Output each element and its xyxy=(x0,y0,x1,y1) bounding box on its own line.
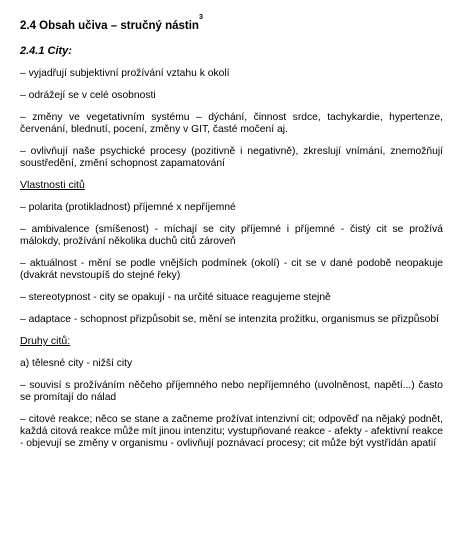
type-item: – citové reakce; něco se stane a začneme prožívat intenzivní cit; odpověď na nějaký podnět, každá citová reakce může mít jinou intenzitu; vystupňované reakce - afekty - afektivní reakce - objevují se změny v organismu - ovlivňují poznávací procesy; cit může být vystřídán apatií xyxy=(20,414,443,449)
property-item: – aktuálnost - mění se podle vnějších podmínek (okolí) - cit se v dané podobě neopakuje (dvakrát nevstoupíš do stejné řeky) xyxy=(20,258,443,281)
properties-title: Vlastnosti citů xyxy=(20,179,85,191)
section-heading xyxy=(20,14,443,33)
subsection-heading: 2.4.1 City: xyxy=(20,45,72,57)
section-heading-text: 2.4 Obsah učiva – stručný nástin xyxy=(20,20,199,32)
property-item: – adaptace - schopnost přizpůsobit se, mění se intenzita prožitku, organismus se přizpůsobí xyxy=(20,314,439,325)
intro-item: – vyjadřují subjektivní prožívání vztahu k okolí xyxy=(20,68,230,79)
type-item: a) tělesné city - nižší city xyxy=(20,358,133,369)
property-item: – stereotypnost - city se opakují - na určité situace reagujeme stejně xyxy=(20,292,331,303)
types-title: Druhy citů: xyxy=(20,335,71,347)
intro-item: – změny ve vegetativním systému – dýchání, činnost srdce, tachykardie, hypertenze, červenání, blednutí, pocení, změny v GIT, časté močení aj. xyxy=(20,112,443,135)
property-item: – ambivalence (smíšenost) - míchají se city příjemné i příjemné - čistý cit se prožívá málokdy, prožívání několika duchů citů zároveň xyxy=(20,224,443,247)
intro-item: – odrážejí se v celé osobnosti xyxy=(20,90,156,101)
document-page xyxy=(20,14,443,460)
footnote-marker: 3 xyxy=(198,14,203,21)
property-item: – polarita (protikladnost) příjemné x nepříjemné xyxy=(20,202,236,213)
intro-item: – ovlivňují naše psychické procesy (pozitivně i negativně), zkreslují vnímání, znemožňují soustředění, změní schopnost zapamatování xyxy=(20,146,443,169)
type-item: – souvisí s prožíváním něčeho příjemného nebo nepříjemného (uvolněnost, napětí...) často se promítají do nálad xyxy=(20,380,443,403)
